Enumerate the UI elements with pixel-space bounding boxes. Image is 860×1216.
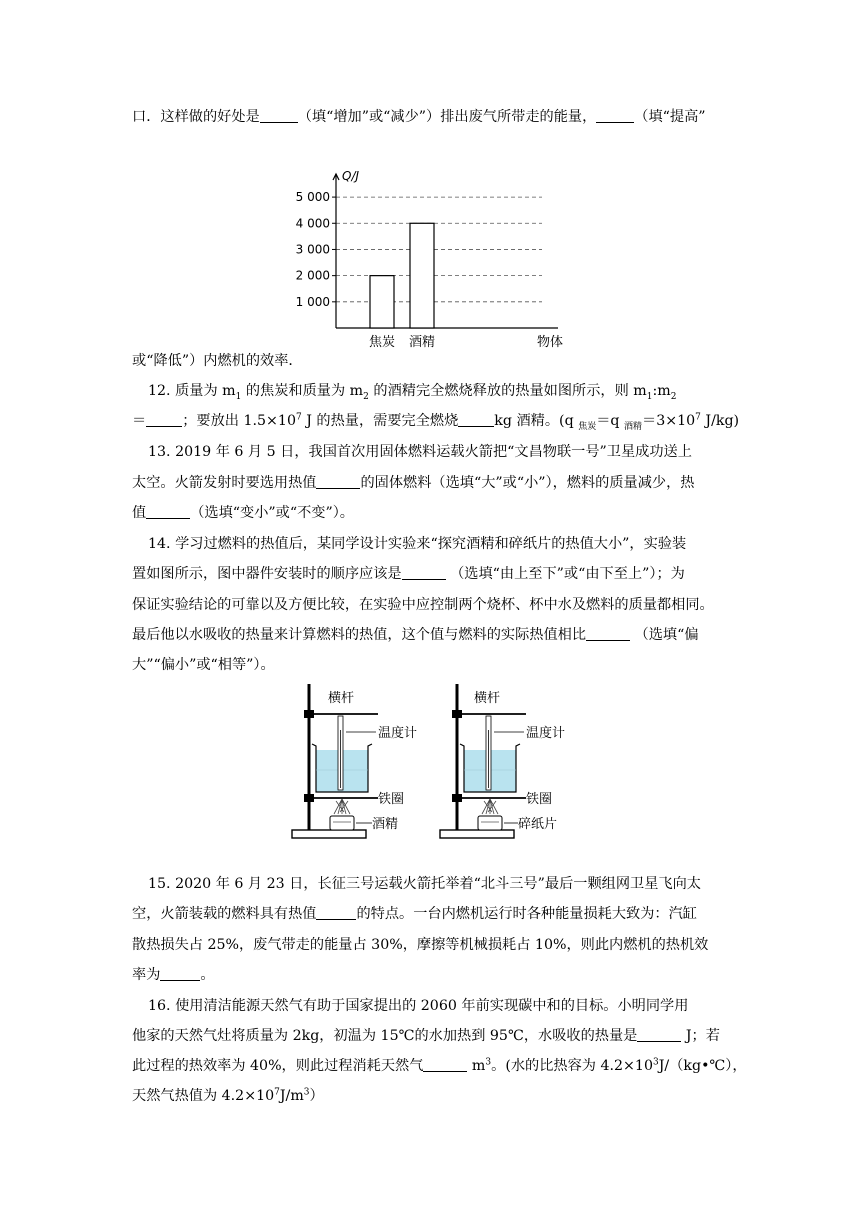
text: （填“提高” <box>634 109 706 125</box>
question-15-line-2 <box>132 903 697 923</box>
text: 的焦炭和质量为 m <box>241 383 364 399</box>
subscript: 1 <box>235 391 242 402</box>
question-15-line-3: 散热损失占 25%，废气带走的能量占 30%，摩擦等机械损耗占 10%，则此内燃机的热机效 <box>132 937 709 953</box>
question-16-line-4 <box>132 1085 324 1105</box>
x-tick-label: 酒精 <box>408 335 436 350</box>
question-13-line-1: 13. 2019 年 6 月 5 日，我国首次用固体燃料运载火箭把“文昌物联一号”卫星成功送上 <box>148 444 692 460</box>
text: 12. 质量为 m <box>148 383 236 399</box>
answer-blank[interactable] <box>316 474 360 489</box>
flame <box>334 799 350 814</box>
text: ＝3×10 <box>642 413 696 429</box>
answer-blank[interactable] <box>586 626 630 641</box>
question-15-line-4 <box>132 964 215 984</box>
text: 率为 <box>132 967 161 983</box>
answer-blank[interactable] <box>260 108 298 123</box>
right-apparatus <box>440 684 565 838</box>
answer-blank[interactable] <box>316 905 356 920</box>
answer-blank[interactable] <box>637 1027 681 1042</box>
question-16-line-1: 16. 使用清洁能源天然气有助于国家提出的 2060 年前实现碳中和的目标。小明同学用 <box>148 998 689 1014</box>
y-tick-label: 4 000 <box>295 216 330 231</box>
text: 的特点。一台内燃机运行时各种能量损耗大致为：汽缸 <box>356 906 697 922</box>
base-plate <box>440 830 514 838</box>
superscript: 7 <box>274 1087 280 1098</box>
y-tick-label: 5 000 <box>295 190 330 205</box>
y-tick-label: 1 000 <box>295 294 330 309</box>
label-iron-ring: 铁圈 <box>378 792 405 807</box>
question-14-line-2 <box>132 563 685 583</box>
flame <box>482 799 498 814</box>
x-tick-label: 焦炭 <box>368 335 396 350</box>
y-tick-label: 3 000 <box>295 242 330 257</box>
text: 置如图所示，图中器件安装时的顺序应该是 <box>132 566 402 582</box>
answer-blank[interactable] <box>596 108 634 123</box>
text: J/（kg•℃）， <box>658 1058 747 1074</box>
text: 的固体燃料（选填“大”或“小”），燃料的质量减少，热 <box>360 475 695 491</box>
question-16-line-3 <box>132 1055 747 1075</box>
line-top <box>132 106 706 126</box>
superscript: 3 <box>485 1057 492 1068</box>
text: （选填“偏 <box>630 627 699 643</box>
label-fuel: 酒精 <box>372 817 399 832</box>
question-16-line-2 <box>132 1025 720 1045</box>
text: 此过程的热效率为 40%，则此过程消耗天然气 <box>132 1058 424 1074</box>
superscript: 3 <box>303 1087 310 1098</box>
text: kg 酒精。(q <box>494 413 579 429</box>
text: ） <box>309 1088 324 1104</box>
answer-blank[interactable] <box>146 504 190 519</box>
question-13-line-2 <box>132 472 695 492</box>
text: J；若 <box>681 1028 720 1044</box>
text: J/m <box>279 1088 304 1104</box>
text: 最后他以水吸收的热量来计算燃料的热值，这个值与燃料的实际热值相比 <box>132 627 587 643</box>
text: （选填“变小”或“不变”）。 <box>190 505 354 521</box>
line-after-chart: 或“降低”）内燃机的效率． <box>132 353 303 369</box>
question-12-line-2 <box>132 410 739 432</box>
label-thermometer: 温度计 <box>378 726 418 741</box>
text: 太空。火箭发射时要选用热值 <box>132 475 317 491</box>
dish <box>478 816 502 830</box>
superscript: 7 <box>695 412 701 423</box>
subscript: 酒精 <box>623 421 642 432</box>
text: ；要放出 1.5×10 <box>182 413 296 429</box>
question-12-line-1 <box>148 380 676 402</box>
lamp <box>330 816 354 830</box>
answer-blank[interactable] <box>146 412 182 427</box>
label-fuel: 碎纸片 <box>518 817 558 832</box>
text: 口．这样做的好处是 <box>132 109 260 125</box>
label-iron-ring: 铁圈 <box>526 792 553 807</box>
text: 天然气热值为 4.2×10 <box>132 1088 275 1104</box>
subscript: 1 <box>646 391 653 402</box>
label-crossbar: 横杆 <box>328 691 355 706</box>
y-axis-label: Q/J <box>342 169 360 183</box>
bar <box>370 276 394 328</box>
apparatus-figure <box>286 680 586 844</box>
text: :m <box>652 383 671 399</box>
subscript: 2 <box>670 391 677 402</box>
answer-blank[interactable] <box>160 966 200 981</box>
question-13-line-3 <box>132 502 354 522</box>
x-axis-label: 物体 <box>536 335 564 350</box>
text: （填“增加”或“减少”）排出废气所带走的能量， <box>297 109 597 125</box>
text: J/kg) <box>700 413 740 429</box>
question-14-line-4 <box>132 624 699 644</box>
answer-blank[interactable] <box>402 565 446 580</box>
question-15-line-1: 15. 2020 年 6 月 23 日，长征三号运载火箭托举着“北斗三号”最后一颗组网卫星飞向太 <box>148 876 701 892</box>
question-14-line-5: 大”“偏小”或“相等”）。 <box>132 657 275 673</box>
subscript: 焦炭 <box>578 421 597 432</box>
base-plate <box>292 830 366 838</box>
text: ＝ <box>132 413 147 429</box>
text: J 的热量，需要完全燃烧 <box>301 413 459 429</box>
answer-blank[interactable] <box>458 412 494 427</box>
label-thermometer: 温度计 <box>526 726 566 741</box>
answer-blank[interactable] <box>423 1057 467 1072</box>
text: 。 <box>200 967 215 983</box>
label-crossbar: 横杆 <box>474 691 501 706</box>
text: 他家的天然气灶将质量为 2kg，初温为 15℃的水加热到 95℃，水吸收的热量是 <box>132 1028 638 1044</box>
question-14-line-1: 14. 学习过燃料的热值后，某同学设计实验来“探究酒精和碎纸片的热值大小”，实验装 <box>148 536 687 552</box>
subscript: 2 <box>363 391 369 402</box>
text: 值 <box>132 505 147 521</box>
question-14-line-3: 保证实验结论的可靠以及方便比较，在实验中应控制两个烧杯、杯中水及燃料的质量都相同。 <box>132 597 714 613</box>
text: ＝q <box>596 413 624 429</box>
bar <box>410 223 434 328</box>
text: 。(水的比热容为 4.2×10 <box>491 1058 653 1074</box>
text: 空，火箭装载的燃料具有热值 <box>132 906 317 922</box>
text: m <box>467 1058 486 1074</box>
text: 的酒精完全燃烧释放的热量如图所示，则 m <box>368 383 647 399</box>
text: （选填“由上至下”或“由下至上”）；为 <box>445 566 685 582</box>
left-apparatus <box>292 684 417 838</box>
superscript: 7 <box>295 412 302 423</box>
heat-bar-chart <box>280 160 590 356</box>
y-tick-label: 2 000 <box>295 268 330 283</box>
superscript: 3 <box>653 1057 659 1068</box>
